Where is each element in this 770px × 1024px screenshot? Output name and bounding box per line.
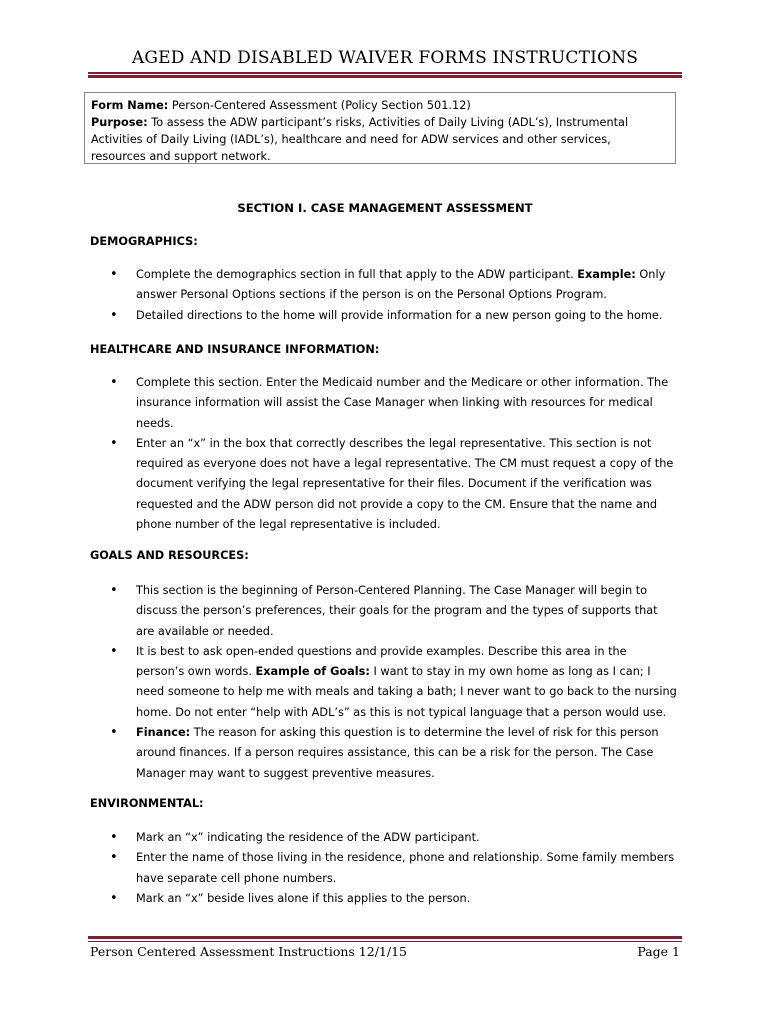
title-divider-thick xyxy=(88,75,682,78)
list-item: • Enter the name of those living in the residence, phone and relationship. Some family members have separate cell phone numbers. xyxy=(110,850,675,885)
list-item: • It is best to ask open-ended questions and provide examples. Describe this area in the person’s own words. Example of Goals: I want to stay in my own home as long as I can; I need someone to help me with meals and taking a bath; I never want to go back to the nursing home. Do not enter “help with ADL’s” as this is not typical language that a person would use. xyxy=(110,643,677,719)
bullet-icon: • xyxy=(110,643,118,659)
bullet-icon: • xyxy=(110,850,118,866)
goals-list xyxy=(108,581,678,784)
list-item: • Complete the demographics section in full that apply to the ADW participant. Example: Only answer Personal Options sections if the person is on the Personal Options Program. xyxy=(110,267,666,302)
bullet-icon: • xyxy=(110,583,118,598)
bullet-icon: • xyxy=(110,725,118,741)
demographics-heading: DEMOGRAPHICS: xyxy=(90,235,198,248)
list-item: • This section is the beginning of Person-Centered Planning. The Case Manager will begin to discuss the person’s preferences, their goals for the program and the types of supports that are available or needed. xyxy=(110,583,658,638)
form-info-box xyxy=(84,92,676,164)
list-item: • Enter an “x” in the box that correctly describes the legal representative. This section is not required as everyone does not have a legal representative. The CM must request a copy of the document verifying the legal representative for their files. Document if the verification was requested and the ADW person did not provide a copy to the CM. Ensure that the name and phone number of the legal representative is included. xyxy=(110,435,674,532)
goals-heading: GOALS AND RESOURCES: xyxy=(90,549,249,562)
healthcare-list xyxy=(108,373,678,535)
bullet-icon: • xyxy=(110,890,118,906)
list-item: • Detailed directions to the home will provide information for a new person going to the home. xyxy=(108,306,678,326)
list-item: • Mark an “x” indicating the residence of the ADW participant. xyxy=(108,828,678,848)
purpose-label: Purpose: xyxy=(91,116,148,129)
page-number: Page 1 xyxy=(637,944,680,959)
document-title: AGED AND DISABLED WAIVER FORMS INSTRUCTIONS xyxy=(131,48,639,68)
bullet-icon: • xyxy=(110,267,118,282)
healthcare-heading: HEALTHCARE AND INSURANCE INFORMATION: xyxy=(90,343,380,356)
footer-divider xyxy=(88,941,682,942)
environmental-list xyxy=(108,828,678,909)
environmental-heading: ENVIRONMENTAL: xyxy=(90,797,204,810)
footer-title: Person Centered Assessment Instructions 12/1/15 xyxy=(90,944,407,959)
demographics-list xyxy=(108,265,678,326)
purpose-value: To assess the ADW participant’s risks, Activities of Daily Living (ADL’s), Instrumental Activities of Daily Living (IADL’s), healthcare and need for ADW services and other services, resources and support network. xyxy=(91,116,629,163)
form-name-value: Person-Centered Assessment (Policy Section 501.12) xyxy=(171,99,471,112)
bullet-icon: • xyxy=(110,375,118,390)
section-heading: SECTION I. CASE MANAGEMENT ASSESSMENT xyxy=(237,201,533,215)
list-item: • Finance: The reason for asking this question is to determine the level of risk for this person around finances. If a person requires assistance, this can be a risk for the person. The Case Manager may want to suggest preventive measures. xyxy=(110,725,659,780)
footer-divider-thick xyxy=(88,936,682,939)
title-divider xyxy=(88,72,682,74)
bullet-icon: • xyxy=(110,435,118,451)
list-item: • Mark an “x” beside lives alone if this applies to the person. xyxy=(108,889,678,909)
form-name-label: Form Name: xyxy=(91,99,169,112)
bullet-icon: • xyxy=(110,307,118,323)
bullet-icon: • xyxy=(110,830,118,845)
list-item: • Complete this section. Enter the Medicaid number and the Medicare or other information. The insurance information will assist the Case Manager when linking with resources for medical needs. xyxy=(110,375,669,430)
